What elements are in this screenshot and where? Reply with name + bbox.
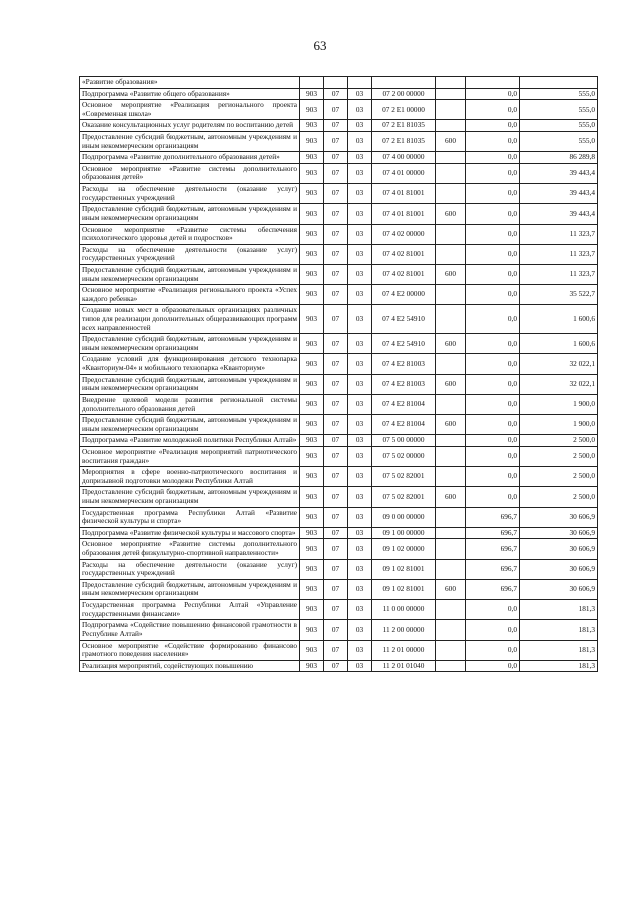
section-code-cell: 07 xyxy=(324,285,348,305)
expense-type-cell xyxy=(436,467,466,487)
expense-type-cell xyxy=(436,559,466,579)
row-name-cell: Предоставление субсидий бюджетным, автономным учреждениям и иным некоммерческим организациям xyxy=(80,579,300,599)
expense-type-cell xyxy=(436,446,466,466)
admin-code-cell: 903 xyxy=(300,467,324,487)
admin-code-cell: 903 xyxy=(300,640,324,660)
total-amount-cell: 555,0 xyxy=(520,88,598,100)
table-row xyxy=(80,100,598,120)
subsection-code-cell: 03 xyxy=(348,467,372,487)
row-name-cell: Реализация мероприятий, содействующих повышению xyxy=(80,660,300,672)
total-amount-cell: 181,3 xyxy=(520,640,598,660)
table-row xyxy=(80,507,598,527)
target-article-cell: 09 1 02 81001 xyxy=(372,559,436,579)
target-article-cell: 07 5 02 82001 xyxy=(372,487,436,507)
admin-code-cell: 903 xyxy=(300,600,324,620)
row-name-cell: Расходы на обеспечение деятельности (оказание услуг) государственных учреждений xyxy=(80,244,300,264)
table-row xyxy=(80,579,598,599)
admin-code-cell: 903 xyxy=(300,579,324,599)
admin-code-cell: 903 xyxy=(300,224,324,244)
total-amount-cell: 39 443,4 xyxy=(520,184,598,204)
federal-amount-cell: 0,0 xyxy=(466,374,520,394)
federal-amount-cell: 696,7 xyxy=(466,579,520,599)
target-article-cell: 07 4 01 81001 xyxy=(372,204,436,224)
row-name-cell: Создание условий для функционирования детского технопарка «Кванториум-04» и мобильного технопарка «Кванториум» xyxy=(80,354,300,374)
federal-amount-cell: 0,0 xyxy=(466,660,520,672)
expense-type-cell xyxy=(436,539,466,559)
expense-type-cell xyxy=(436,224,466,244)
expense-type-cell xyxy=(436,100,466,120)
admin-code-cell: 903 xyxy=(300,539,324,559)
subsection-code-cell xyxy=(348,77,372,89)
row-name-cell: Предоставление субсидий бюджетным, автономным учреждениям и иным некоммерческим организациям xyxy=(80,132,300,152)
subsection-code-cell: 03 xyxy=(348,120,372,132)
federal-amount-cell: 0,0 xyxy=(466,100,520,120)
table-row xyxy=(80,285,598,305)
row-name-cell: Подпрограмма «Развитие общего образования» xyxy=(80,88,300,100)
total-amount-cell: 2 500,0 xyxy=(520,435,598,447)
admin-code-cell: 903 xyxy=(300,100,324,120)
target-article-cell: 07 4 E2 81003 xyxy=(372,374,436,394)
total-amount-cell: 2 500,0 xyxy=(520,446,598,466)
table-row xyxy=(80,394,598,414)
section-code-cell: 07 xyxy=(324,244,348,264)
admin-code-cell: 903 xyxy=(300,374,324,394)
target-article-cell: 11 2 01 01040 xyxy=(372,660,436,672)
section-code-cell: 07 xyxy=(324,204,348,224)
expense-type-cell xyxy=(436,77,466,89)
federal-amount-cell: 0,0 xyxy=(466,163,520,183)
admin-code-cell: 903 xyxy=(300,620,324,640)
subsection-code-cell: 03 xyxy=(348,88,372,100)
table-row xyxy=(80,640,598,660)
target-article-cell: 09 1 02 00000 xyxy=(372,539,436,559)
table-row xyxy=(80,527,598,539)
total-amount-cell: 30 606,9 xyxy=(520,559,598,579)
total-amount-cell: 11 323,7 xyxy=(520,264,598,284)
section-code-cell: 07 xyxy=(324,354,348,374)
table-row xyxy=(80,354,598,374)
admin-code-cell: 903 xyxy=(300,660,324,672)
subsection-code-cell: 03 xyxy=(348,244,372,264)
expense-type-cell: 600 xyxy=(436,334,466,354)
subsection-code-cell: 03 xyxy=(348,285,372,305)
total-amount-cell: 35 522,7 xyxy=(520,285,598,305)
total-amount-cell: 11 323,7 xyxy=(520,244,598,264)
target-article-cell: 07 5 00 00000 xyxy=(372,435,436,447)
admin-code-cell: 903 xyxy=(300,163,324,183)
federal-amount-cell: 0,0 xyxy=(466,244,520,264)
subsection-code-cell: 03 xyxy=(348,487,372,507)
subsection-code-cell: 03 xyxy=(348,152,372,164)
expense-type-cell xyxy=(436,120,466,132)
target-article-cell: 07 4 E2 54910 xyxy=(372,305,436,334)
table-row xyxy=(80,334,598,354)
total-amount-cell: 181,3 xyxy=(520,660,598,672)
federal-amount-cell: 696,7 xyxy=(466,527,520,539)
subsection-code-cell: 03 xyxy=(348,527,372,539)
row-name-cell: Оказание консультационных услуг родителям по воспитанию детей xyxy=(80,120,300,132)
target-article-cell: 07 4 02 81001 xyxy=(372,264,436,284)
admin-code-cell: 903 xyxy=(300,354,324,374)
total-amount-cell: 30 606,9 xyxy=(520,539,598,559)
target-article-cell: 07 4 E2 54910 xyxy=(372,334,436,354)
federal-amount-cell: 0,0 xyxy=(466,467,520,487)
subsection-code-cell: 03 xyxy=(348,600,372,620)
total-amount-cell: 555,0 xyxy=(520,132,598,152)
section-code-cell xyxy=(324,77,348,89)
row-name-cell: Предоставление субсидий бюджетным, автономным учреждениям и иным некоммерческим организациям xyxy=(80,264,300,284)
expense-type-cell: 600 xyxy=(436,579,466,599)
row-name-cell: Предоставление субсидий бюджетным, автономным учреждениям и иным некоммерческим организациям xyxy=(80,415,300,435)
row-name-cell: Расходы на обеспечение деятельности (оказание услуг) государственных учреждений xyxy=(80,559,300,579)
subsection-code-cell: 03 xyxy=(348,354,372,374)
section-code-cell: 07 xyxy=(324,435,348,447)
target-article-cell: 07 4 01 81001 xyxy=(372,184,436,204)
federal-amount-cell: 0,0 xyxy=(466,435,520,447)
subsection-code-cell: 03 xyxy=(348,507,372,527)
admin-code-cell: 903 xyxy=(300,394,324,414)
total-amount-cell: 30 606,9 xyxy=(520,579,598,599)
table-row xyxy=(80,487,598,507)
target-article-cell: 07 2 E1 81035 xyxy=(372,132,436,152)
total-amount-cell: 2 500,0 xyxy=(520,467,598,487)
subsection-code-cell: 03 xyxy=(348,334,372,354)
table-row xyxy=(80,152,598,164)
admin-code-cell: 903 xyxy=(300,334,324,354)
table-row xyxy=(80,374,598,394)
admin-code-cell: 903 xyxy=(300,88,324,100)
subsection-code-cell: 03 xyxy=(348,415,372,435)
table-row xyxy=(80,77,598,89)
expense-type-cell xyxy=(436,640,466,660)
row-name-cell: Расходы на обеспечение деятельности (оказание услуг) государственных учреждений xyxy=(80,184,300,204)
section-code-cell: 07 xyxy=(324,264,348,284)
table-row xyxy=(80,467,598,487)
federal-amount-cell: 0,0 xyxy=(466,354,520,374)
subsection-code-cell: 03 xyxy=(348,579,372,599)
federal-amount-cell xyxy=(466,77,520,89)
admin-code-cell: 903 xyxy=(300,264,324,284)
target-article-cell: 07 2 E1 81035 xyxy=(372,120,436,132)
table-row xyxy=(80,224,598,244)
section-code-cell: 07 xyxy=(324,100,348,120)
total-amount-cell: 86 289,8 xyxy=(520,152,598,164)
row-name-cell: Подпрограмма «Развитие дополнительного образования детей» xyxy=(80,152,300,164)
row-name-cell: Предоставление субсидий бюджетным, автономным учреждениям и иным некоммерческим организациям xyxy=(80,374,300,394)
federal-amount-cell: 0,0 xyxy=(466,264,520,284)
expense-type-cell xyxy=(436,244,466,264)
section-code-cell: 07 xyxy=(324,152,348,164)
row-name-cell: Внедрение целевой модели развития региональной системы дополнительного образования детей xyxy=(80,394,300,414)
expense-type-cell xyxy=(436,507,466,527)
budget-table xyxy=(79,76,598,672)
admin-code-cell: 903 xyxy=(300,132,324,152)
expense-type-cell: 600 xyxy=(436,374,466,394)
total-amount-cell: 1 600,6 xyxy=(520,334,598,354)
total-amount-cell: 555,0 xyxy=(520,100,598,120)
table-row xyxy=(80,120,598,132)
subsection-code-cell: 03 xyxy=(348,204,372,224)
section-code-cell: 07 xyxy=(324,467,348,487)
target-article-cell: 09 1 00 00000 xyxy=(372,527,436,539)
section-code-cell: 07 xyxy=(324,487,348,507)
section-code-cell: 07 xyxy=(324,446,348,466)
subsection-code-cell: 03 xyxy=(348,394,372,414)
table-row xyxy=(80,539,598,559)
subsection-code-cell: 03 xyxy=(348,264,372,284)
row-name-cell: Основное мероприятие «Реализация регионального проекта «Успех каждого ребенка» xyxy=(80,285,300,305)
federal-amount-cell: 0,0 xyxy=(466,224,520,244)
subsection-code-cell: 03 xyxy=(348,539,372,559)
section-code-cell: 07 xyxy=(324,507,348,527)
subsection-code-cell: 03 xyxy=(348,446,372,466)
federal-amount-cell: 0,0 xyxy=(466,285,520,305)
target-article-cell: 07 4 00 00000 xyxy=(372,152,436,164)
subsection-code-cell: 03 xyxy=(348,224,372,244)
federal-amount-cell: 0,0 xyxy=(466,305,520,334)
federal-amount-cell: 696,7 xyxy=(466,559,520,579)
expense-type-cell: 600 xyxy=(436,264,466,284)
target-article-cell: 07 4 E2 81003 xyxy=(372,354,436,374)
federal-amount-cell: 0,0 xyxy=(466,184,520,204)
row-name-cell: Основное мероприятие «Развитие системы обеспечения психологического здоровья детей и подростков» xyxy=(80,224,300,244)
subsection-code-cell: 03 xyxy=(348,620,372,640)
federal-amount-cell: 0,0 xyxy=(466,600,520,620)
federal-amount-cell: 0,0 xyxy=(466,415,520,435)
admin-code-cell: 903 xyxy=(300,152,324,164)
subsection-code-cell: 03 xyxy=(348,305,372,334)
table-row xyxy=(80,264,598,284)
expense-type-cell: 600 xyxy=(436,204,466,224)
admin-code-cell: 903 xyxy=(300,487,324,507)
admin-code-cell: 903 xyxy=(300,305,324,334)
row-name-cell: «Развитие образования» xyxy=(80,77,300,89)
table-row xyxy=(80,184,598,204)
row-name-cell: Создание новых мест в образовательных организациях различных типов для реализации дополнительных общеразвивающих программ всех направленностей xyxy=(80,305,300,334)
table-row xyxy=(80,132,598,152)
admin-code-cell: 903 xyxy=(300,204,324,224)
section-code-cell: 07 xyxy=(324,305,348,334)
admin-code-cell: 903 xyxy=(300,527,324,539)
table-row xyxy=(80,559,598,579)
subsection-code-cell: 03 xyxy=(348,132,372,152)
target-article-cell: 07 5 02 00000 xyxy=(372,446,436,466)
total-amount-cell: 2 500,0 xyxy=(520,487,598,507)
row-name-cell: Подпрограмма «Содействие повышению финансовой грамотности в Республике Алтай» xyxy=(80,620,300,640)
expense-type-cell: 600 xyxy=(436,487,466,507)
target-article-cell: 07 4 02 81001 xyxy=(372,244,436,264)
expense-type-cell xyxy=(436,152,466,164)
row-name-cell: Основное мероприятие «Развитие системы дополнительного образования детей» xyxy=(80,163,300,183)
page-number: 63 xyxy=(313,38,327,53)
subsection-code-cell: 03 xyxy=(348,184,372,204)
section-code-cell: 07 xyxy=(324,579,348,599)
table-row xyxy=(80,660,598,672)
target-article-cell: 07 4 01 00000 xyxy=(372,163,436,183)
target-article-cell: 07 2 00 00000 xyxy=(372,88,436,100)
total-amount-cell: 1 900,0 xyxy=(520,415,598,435)
expense-type-cell: 600 xyxy=(436,415,466,435)
total-amount-cell: 181,3 xyxy=(520,600,598,620)
admin-code-cell: 903 xyxy=(300,507,324,527)
target-article-cell: 07 4 E2 00000 xyxy=(372,285,436,305)
subsection-code-cell: 03 xyxy=(348,163,372,183)
total-amount-cell: 1 600,6 xyxy=(520,305,598,334)
target-article-cell: 11 0 00 00000 xyxy=(372,600,436,620)
subsection-code-cell: 03 xyxy=(348,559,372,579)
table-row xyxy=(80,88,598,100)
target-article-cell: 07 4 E2 81004 xyxy=(372,415,436,435)
admin-code-cell: 903 xyxy=(300,415,324,435)
federal-amount-cell: 0,0 xyxy=(466,334,520,354)
total-amount-cell: 1 900,0 xyxy=(520,394,598,414)
expense-type-cell xyxy=(436,600,466,620)
table-row xyxy=(80,415,598,435)
table-row xyxy=(80,620,598,640)
admin-code-cell: 903 xyxy=(300,559,324,579)
admin-code-cell: 903 xyxy=(300,446,324,466)
expense-type-cell xyxy=(436,435,466,447)
total-amount-cell: 32 022,1 xyxy=(520,374,598,394)
target-article-cell xyxy=(372,77,436,89)
total-amount-cell xyxy=(520,77,598,89)
expense-type-cell xyxy=(436,394,466,414)
admin-code-cell: 903 xyxy=(300,120,324,132)
section-code-cell: 07 xyxy=(324,394,348,414)
expense-type-cell xyxy=(436,354,466,374)
target-article-cell: 07 4 E2 81004 xyxy=(372,394,436,414)
table-row xyxy=(80,204,598,224)
expense-type-cell xyxy=(436,88,466,100)
section-code-cell: 07 xyxy=(324,415,348,435)
target-article-cell: 11 2 01 00000 xyxy=(372,640,436,660)
total-amount-cell: 181,3 xyxy=(520,620,598,640)
table-row xyxy=(80,163,598,183)
section-code-cell: 07 xyxy=(324,334,348,354)
subsection-code-cell: 03 xyxy=(348,100,372,120)
section-code-cell: 07 xyxy=(324,163,348,183)
total-amount-cell: 39 443,4 xyxy=(520,204,598,224)
target-article-cell: 11 2 00 00000 xyxy=(372,620,436,640)
expense-type-cell xyxy=(436,285,466,305)
section-code-cell: 07 xyxy=(324,120,348,132)
federal-amount-cell: 696,7 xyxy=(466,539,520,559)
row-name-cell: Основное мероприятие «Содействие формированию финансово грамотного поведения населения» xyxy=(80,640,300,660)
target-article-cell: 09 1 02 81001 xyxy=(372,579,436,599)
total-amount-cell: 11 323,7 xyxy=(520,224,598,244)
subsection-code-cell: 03 xyxy=(348,660,372,672)
federal-amount-cell: 0,0 xyxy=(466,487,520,507)
table-row xyxy=(80,446,598,466)
admin-code-cell: 903 xyxy=(300,435,324,447)
expense-type-cell xyxy=(436,184,466,204)
row-name-cell: Подпрограмма «Развитие молодежной политики Республики Алтай» xyxy=(80,435,300,447)
federal-amount-cell: 0,0 xyxy=(466,204,520,224)
federal-amount-cell: 0,0 xyxy=(466,120,520,132)
row-name-cell: Основное мероприятие «Развитие системы дополнительного образования детей физкультурно-спортивной направленности» xyxy=(80,539,300,559)
row-name-cell: Основное мероприятие «Реализация мероприятий патриотического воспитания граждан» xyxy=(80,446,300,466)
table-row xyxy=(80,305,598,334)
expense-type-cell xyxy=(436,660,466,672)
section-code-cell: 07 xyxy=(324,539,348,559)
section-code-cell: 07 xyxy=(324,620,348,640)
table-row xyxy=(80,600,598,620)
row-name-cell: Государственная программа Республики Алтай «Управление государственными финансами» xyxy=(80,600,300,620)
admin-code-cell: 903 xyxy=(300,244,324,264)
row-name-cell: Предоставление субсидий бюджетным, автономным учреждениям и иным некоммерческим организациям xyxy=(80,204,300,224)
total-amount-cell: 555,0 xyxy=(520,120,598,132)
subsection-code-cell: 03 xyxy=(348,435,372,447)
admin-code-cell: 903 xyxy=(300,184,324,204)
total-amount-cell: 32 022,1 xyxy=(520,354,598,374)
section-code-cell: 07 xyxy=(324,88,348,100)
total-amount-cell: 39 443,4 xyxy=(520,163,598,183)
table-row xyxy=(80,435,598,447)
federal-amount-cell: 0,0 xyxy=(466,640,520,660)
subsection-code-cell: 03 xyxy=(348,374,372,394)
total-amount-cell: 30 606,9 xyxy=(520,527,598,539)
federal-amount-cell: 0,0 xyxy=(466,620,520,640)
section-code-cell: 07 xyxy=(324,660,348,672)
admin-code-cell: 903 xyxy=(300,285,324,305)
table-row xyxy=(80,244,598,264)
federal-amount-cell: 0,0 xyxy=(466,152,520,164)
expense-type-cell xyxy=(436,305,466,334)
federal-amount-cell: 0,0 xyxy=(466,394,520,414)
federal-amount-cell: 0,0 xyxy=(466,88,520,100)
section-code-cell: 07 xyxy=(324,374,348,394)
subsection-code-cell: 03 xyxy=(348,640,372,660)
target-article-cell: 07 5 02 82001 xyxy=(372,467,436,487)
section-code-cell: 07 xyxy=(324,184,348,204)
section-code-cell: 07 xyxy=(324,224,348,244)
section-code-cell: 07 xyxy=(324,600,348,620)
target-article-cell: 07 2 E1 00000 xyxy=(372,100,436,120)
row-name-cell: Государственная программа Республики Алтай «Развитие физической культуры и спорта» xyxy=(80,507,300,527)
section-code-cell: 07 xyxy=(324,132,348,152)
expense-type-cell: 600 xyxy=(436,132,466,152)
row-name-cell: Предоставление субсидий бюджетным, автономным учреждениям и иным некоммерческим организациям xyxy=(80,487,300,507)
expense-type-cell xyxy=(436,527,466,539)
row-name-cell: Предоставление субсидий бюджетным, автономным учреждениям и иным некоммерческим организациям xyxy=(80,334,300,354)
row-name-cell: Мероприятия в сфере военно-патриотического воспитания и допризывной подготовки молодежи Республики Алтай xyxy=(80,467,300,487)
federal-amount-cell: 0,0 xyxy=(466,132,520,152)
expense-type-cell xyxy=(436,620,466,640)
row-name-cell: Основное мероприятие «Реализация регионального проекта «Современная школа» xyxy=(80,100,300,120)
row-name-cell: Подпрограмма «Развитие физической культуры и массового спорта» xyxy=(80,527,300,539)
section-code-cell: 07 xyxy=(324,527,348,539)
expense-type-cell xyxy=(436,163,466,183)
section-code-cell: 07 xyxy=(324,559,348,579)
target-article-cell: 09 0 00 00000 xyxy=(372,507,436,527)
table-body xyxy=(80,77,598,672)
section-code-cell: 07 xyxy=(324,640,348,660)
federal-amount-cell: 696,7 xyxy=(466,507,520,527)
target-article-cell: 07 4 02 00000 xyxy=(372,224,436,244)
admin-code-cell xyxy=(300,77,324,89)
total-amount-cell: 30 606,9 xyxy=(520,507,598,527)
federal-amount-cell: 0,0 xyxy=(466,446,520,466)
